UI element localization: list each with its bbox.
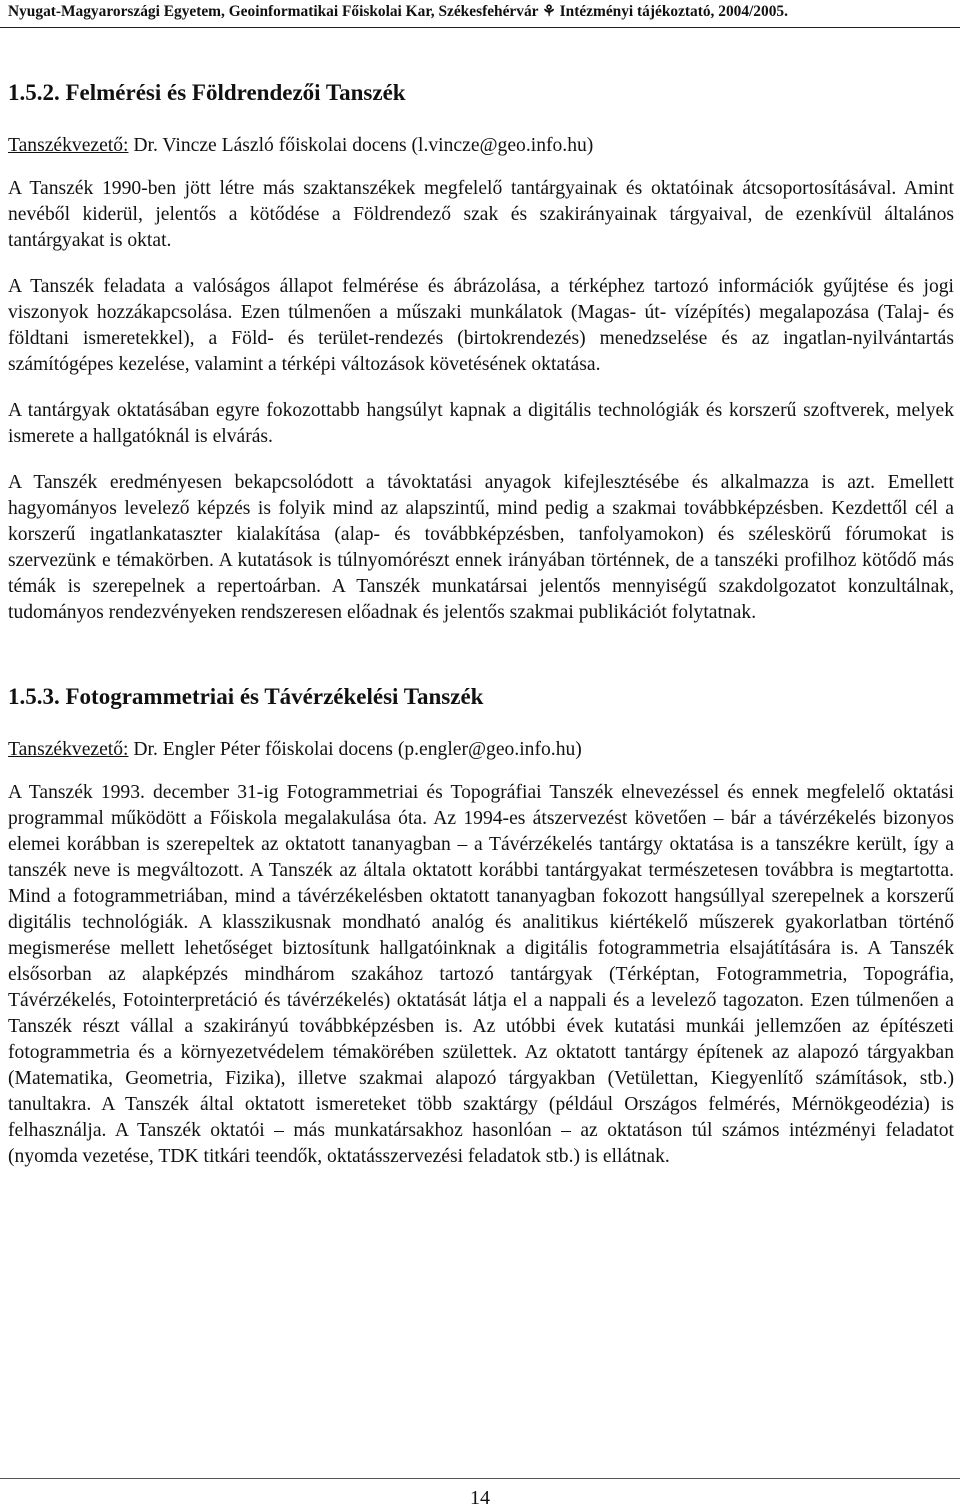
paragraph: A tantárgyak oktatásában egyre fokozottabb hangsúlyt kapnak a digitális technológiák és korszerű szoftverek, melyek ismerete a hallgatóknál is elvárás. <box>8 400 954 447</box>
section-gap <box>8 646 954 682</box>
running-header: Nyugat-Magyarországi Egyetem, Geoinformatikai Főiskolai Kar, Székesfehérvár ⚘ Intézményi tájékoztató, 2004/2005. <box>8 3 788 20</box>
page-content <box>8 78 954 1190</box>
department-head-value: Dr. Engler Péter főiskolai docens (p.engler@geo.info.hu) <box>128 739 582 760</box>
department-head-label: Tanszékvezető: <box>8 135 129 156</box>
department-head-label: Tanszékvezető: <box>8 739 129 760</box>
paragraph: A Tanszék 1993. december 31-ig Fotogrammetriai és Topográfiai Tanszék elnevezéssel és ennek megfelelő oktatási programmal működött a Főiskola megalakulása óta. Az 1994-es átszervezést követően – bár a távérzékelés bizonyos elemei korábban is szerepeltek az oktatott tananyagban – a Távérzékelés tantárgy oktatása is a tanszékre került, így a tanszék neve is megváltozott. A Tanszék az általa oktatott korábbi tantárgyakat természetesen továbbra is megtartotta. Mind a fotogrammetriában, mind a távérzékelésben oktatott tananyagban fokozott hangsúllyal szerepelnek a korszerű digitális technológiák. A klasszikusnak mondható analóg és analitikus kiértékelő műszerek gyakorlatban történő megismerése mellett lehetőséget biztosítunk hallgatóinknak a digitális fotogrammetria elsajátítására is. A Tanszék elsősorban az alapképzés mindhárom szakához tartozó tantárgyak (Térképtan, Fotogrammetria, Topográfia, Távérzékelés, Fotointerpretáció és távérzékelés) oktatását látja el a nappali és a levelező tagozaton. Ezen túlmenően a Tanszék részt vállal a szakirányú továbbképzésben is. Az utóbbi évek kutatási munkái jellemzően az építészeti fotogrammetria és a környezetvédelem témakörében születtek. Az oktatott tantárgy építenek az alapozó tárgyakban (Matematika, Geometria, Fizika), illetve szakmai alapozó tárgyakban (Vetülettan, Kiegyenlítő számítások, stb.) tanultakra. A Tanszék által oktatott ismereteket több szaktárgy (például Országos felmérés, Mérnökgeodézia) is felhasználja. A Tanszék oktatói – más munkatársakhoz hasonlóan – az oktatáson túl számos intézményi feladatot (nyomda vezetése, TDK titkári teendők, oktatásszervezési feladatok stb.) is ellátnak. <box>8 782 954 1167</box>
page-number: 14 <box>470 1487 490 1509</box>
header-rule <box>0 27 960 28</box>
paragraph: A Tanszék eredményesen bekapcsolódott a távoktatási anyagok kifejlesztésébe és alkalmazza is azt. Emellett hagyományos levelező képzés is folyik mind az alapszintű, mind pedig a szakmai továbbképzésben. Kezdettől cél a korszerű ingatlankataszter kialakítása (alap- és továbbképzésben, tanfolyamokon) és széleskörű fórumokat is szervezünk e témakörben. A kutatások is túlnyomórészt ennek irányában történnek, de a tanszéki profilhoz kötődő más témák is szerepelnek a repertoárban. A Tanszék munkatársai jelentős mennyiségű szakdolgozatot konzultálnak, tudományos rendezvényeken rendszeresen előadnak és jelentős szakmai publikációt folytatnak. <box>8 472 954 623</box>
paragraph: A Tanszék feladata a valóságos állapot felmérése és ábrázolása, a térképhez tartozó információk gyűjtése és jogi viszonyok hozzákapcsolása. Ezen túlmenően a műszaki munkálatok (Magas- út- vízépítés) megalapozása (Talaj- és földtani ismeretekkel), a Föld- és terület-rendezés (birtokrendezés) menedzselése és az ingatlan-nyilvántartás számítógépes kezelése, valamint a térképi változások követésének oktatása. <box>8 276 954 375</box>
section-felmeresi <box>8 78 954 626</box>
section-title: 1.5.3. Fotogrammetriai és Távérzékelési Tanszék <box>8 684 484 709</box>
section-fotogrammetriai <box>8 682 954 1170</box>
paragraph: A Tanszék 1990-ben jött létre más szaktanszékek megfelelő tantárgyainak és oktatóinak átcsoportosításával. Amint nevéből kiderül, jelentős a kötődése a Földrendező szak és szakirányainak tárgyaival, de ezenkívül általános tantárgyakat is oktat. <box>8 178 954 251</box>
department-head-line <box>8 737 954 763</box>
section-title: 1.5.2. Felmérési és Földrendezői Tanszék <box>8 80 406 105</box>
department-head-value: Dr. Vincze László főiskolai docens (l.vincze@geo.info.hu) <box>128 135 594 156</box>
department-head-line <box>8 133 954 159</box>
footer-rule <box>0 1478 960 1479</box>
